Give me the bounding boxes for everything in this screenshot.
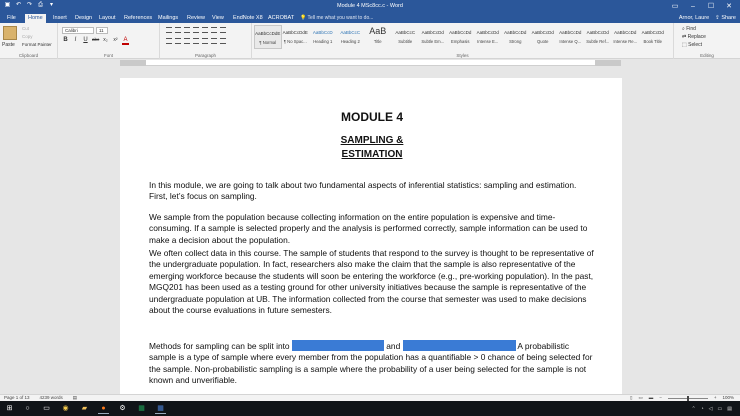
customize-icon[interactable]: ▾ <box>49 2 53 8</box>
style-sample: AaBbCcDdE <box>255 31 281 36</box>
replace-icon: ⇄ <box>682 34 687 40</box>
user-name[interactable]: Arnor, Laure <box>678 15 710 21</box>
replace-label: Replace <box>687 34 706 40</box>
save-icon[interactable]: ▣ <box>4 2 11 8</box>
style-name: Subtitle <box>398 39 413 44</box>
bold-button[interactable]: B <box>63 37 68 43</box>
style-name: Subtle Em... <box>421 39 445 44</box>
task-view-icon[interactable]: ▭ <box>43 405 50 412</box>
style-sample: AaBbCcDd <box>504 30 527 35</box>
shading-icon[interactable] <box>211 38 217 44</box>
minimize-button[interactable]: – <box>691 3 695 10</box>
ribbon <box>0 23 740 59</box>
format-painter-button[interactable]: Format Painter <box>22 42 52 47</box>
select-button[interactable] <box>682 41 706 49</box>
sort-icon[interactable] <box>211 27 217 33</box>
methods-text-b: and <box>383 341 403 351</box>
print-icon[interactable]: ⎙ <box>38 2 43 8</box>
heading-sampling-line1: SAMPLING & <box>340 135 404 146</box>
close-button[interactable]: ✕ <box>726 3 732 10</box>
styles-gallery <box>254 25 667 49</box>
print-layout-icon[interactable]: ▭ <box>638 395 643 400</box>
settings-icon[interactable]: ⚙ <box>119 405 126 412</box>
style-item[interactable] <box>474 25 502 49</box>
style-item[interactable] <box>282 25 310 49</box>
tell-me-search[interactable] <box>300 14 373 23</box>
methods-text-a: Methods for sampling can be split into <box>149 341 292 351</box>
paragraph-course-data: We often collect data in this course. The sample of students that respond to the survey is thought to be representative of the undergraduate population. In fact, researchers also make the claim that the sample is also representative of the emerging workforce because the students will soon be entering the workforce (e.g., pre-working population). In the past, MGQ201 has been used as a testing ground for other university initiatives because the sample is representative of the undergraduate population at UB. The information collected from the course that semester was used to make decisions about the course evaluations in future semesters. <box>149 248 594 316</box>
subscript-button[interactable]: x₂ <box>103 37 108 43</box>
style-item[interactable] <box>639 25 667 49</box>
align-right-icon[interactable] <box>184 38 190 44</box>
style-item[interactable] <box>557 25 585 49</box>
horizontal-ruler[interactable] <box>120 60 621 66</box>
align-left-icon[interactable] <box>166 38 172 44</box>
share-icon: ⇪ <box>715 15 720 21</box>
select-label: Select <box>688 42 703 48</box>
text-highlight-selection[interactable] <box>403 340 516 351</box>
excel-icon[interactable]: ▦ <box>138 405 145 412</box>
document-page[interactable] <box>120 78 622 394</box>
user-area <box>679 14 736 23</box>
tab-home[interactable]: Home <box>25 14 46 23</box>
style-name: Intense Q... <box>559 39 582 44</box>
read-mode-icon[interactable]: ▯ <box>629 395 633 400</box>
increase-indent-icon[interactable] <box>202 27 208 33</box>
file-explorer-icon[interactable]: ▰ <box>81 405 88 412</box>
style-item[interactable] <box>392 25 420 49</box>
find-icon: ⌕ <box>682 26 685 32</box>
style-name: Intense Re... <box>613 39 638 44</box>
web-layout-icon[interactable]: ▬ <box>648 395 654 400</box>
style-sample: AaBbCcDd <box>449 30 472 35</box>
action-center-icon[interactable]: ▤ <box>727 405 732 412</box>
paragraph-methods <box>149 340 595 387</box>
select-icon: ⬚ <box>682 42 687 48</box>
share-button[interactable] <box>715 14 736 23</box>
style-name: Quote <box>537 39 549 44</box>
tab-endnote[interactable]: EndNote X8 <box>233 15 263 21</box>
maximize-button[interactable]: ☐ <box>707 3 715 10</box>
tab-view[interactable]: View <box>212 15 224 21</box>
copy-button[interactable]: Copy <box>22 34 33 39</box>
redo-icon[interactable]: ↷ <box>26 2 33 8</box>
italic-button[interactable]: I <box>74 37 77 43</box>
system-tray <box>691 401 732 416</box>
ribbon-display-icon[interactable]: ▭ <box>671 3 679 10</box>
editing-group <box>674 23 740 59</box>
ribbon-tabs <box>0 13 740 23</box>
style-sample: AaBbCcDd <box>531 30 554 35</box>
editing-group-label: Editing <box>700 53 714 58</box>
heading-module: MODULE 4 <box>340 110 403 124</box>
find-button[interactable] <box>682 25 706 33</box>
font-color-button[interactable]: A <box>123 37 128 43</box>
tab-insert[interactable]: Insert <box>53 15 67 21</box>
clipboard-group-label: Clipboard <box>18 53 39 58</box>
window-title: Module 4 MSc8cc.c - Word <box>337 3 403 9</box>
underline-button[interactable]: U <box>83 37 88 43</box>
justify-icon[interactable] <box>193 38 199 44</box>
style-item[interactable] <box>364 25 392 49</box>
style-sample: AaBbCcDdE <box>282 30 308 35</box>
proofing-icon[interactable]: ▤ <box>72 395 78 400</box>
title-bar <box>0 0 740 13</box>
styles-group <box>252 23 674 59</box>
style-item[interactable] <box>419 25 447 49</box>
battery-icon[interactable]: ▭ <box>717 405 723 412</box>
style-sample: AaBbCcDd <box>421 30 444 35</box>
taskbar <box>0 401 740 416</box>
style-sample: AaBbCcD <box>312 30 333 35</box>
numbering-icon[interactable] <box>175 27 181 33</box>
network-icon[interactable]: ◔ <box>700 405 704 412</box>
style-name: ¶ Normal <box>259 40 277 45</box>
style-item[interactable] <box>447 25 475 49</box>
line-spacing-icon[interactable] <box>202 38 208 44</box>
bullets-icon[interactable] <box>166 27 172 33</box>
heading-sampling-line2: ESTIMATION <box>341 149 403 160</box>
word-icon[interactable]: ▦ <box>155 403 166 414</box>
align-buttons <box>166 38 226 44</box>
lightbulb-icon: 💡 <box>300 15 307 21</box>
font-format-row <box>62 37 129 45</box>
style-item[interactable] <box>309 25 337 49</box>
font-group-label: Font <box>103 53 113 58</box>
tab-review[interactable]: Review <box>187 15 206 21</box>
firefox-icon[interactable]: ● <box>98 403 109 414</box>
decrease-indent-icon[interactable] <box>193 27 199 33</box>
tell-me-label: Tell me what you want to do... <box>307 15 374 21</box>
text-highlight-selection[interactable] <box>292 340 384 351</box>
style-sample: AaBbCcDd <box>614 30 637 35</box>
style-sample: AaB <box>369 26 387 36</box>
style-sample: AaBbCcDd <box>476 30 499 35</box>
style-sample: AaBbCcDd <box>641 30 664 35</box>
clipboard-items <box>22 25 52 49</box>
zoom-out-icon[interactable]: − <box>659 395 662 400</box>
strikethrough-button[interactable]: abc <box>92 37 100 42</box>
style-name: Heading 1 <box>313 39 333 44</box>
font-size-select[interactable]: 11 <box>96 27 108 34</box>
style-name: Title <box>373 39 382 44</box>
styles-group-label: Styles <box>456 53 469 58</box>
tab-file[interactable]: File <box>7 15 16 21</box>
undo-icon[interactable]: ↶ <box>15 2 22 8</box>
align-center-icon[interactable] <box>175 38 181 44</box>
font-name-select[interactable]: Calibri <box>62 27 94 34</box>
style-name: Heading 2 <box>340 39 360 44</box>
cut-button[interactable]: Cut <box>22 26 30 31</box>
style-sample: AaBbCcC <box>395 30 416 35</box>
style-item[interactable] <box>584 25 612 49</box>
style-name: Emphasis <box>451 39 470 44</box>
multilevel-list-icon[interactable] <box>184 27 190 33</box>
style-sample: AaBbCcC <box>340 30 361 35</box>
style-item[interactable] <box>612 25 640 49</box>
tab-references[interactable]: References <box>124 15 153 21</box>
window-controls <box>666 0 738 13</box>
zoom-level[interactable]: 100% <box>722 395 734 400</box>
replace-button[interactable] <box>682 33 706 41</box>
windows-icon[interactable]: ⊞ <box>6 405 13 412</box>
tab-design[interactable]: Design <box>75 15 93 21</box>
style-sample: AaBbCcDd <box>559 30 582 35</box>
tab-acrobat[interactable]: ACROBAT <box>268 15 295 21</box>
paragraph-why-sample: We sample from the population because collecting information on the entire population is expensive and time-consuming. If a sample is selected properly and the analysis is performed correctly, sample information can be used to make a decision about the population. <box>149 212 588 245</box>
tab-layout[interactable]: Layout <box>99 15 116 21</box>
font-group <box>58 23 160 59</box>
superscript-button[interactable]: x² <box>113 37 118 43</box>
volume-icon[interactable]: ◁ <box>708 405 713 412</box>
style-item[interactable] <box>529 25 557 49</box>
word-count[interactable]: 4239 words <box>39 395 63 400</box>
style-name: Strong <box>509 39 522 44</box>
clipboard-group <box>0 23 58 59</box>
style-sample: AaBbCcDd <box>586 30 609 35</box>
editing-items <box>682 25 706 49</box>
zoom-slider[interactable] <box>668 398 708 399</box>
style-item[interactable] <box>337 25 365 49</box>
page-count[interactable]: Page 1 of 13 <box>4 395 30 400</box>
paragraph-group-label: Paragraph <box>194 53 216 58</box>
show-marks-icon[interactable] <box>220 27 226 33</box>
notification-arrow-icon[interactable]: ⌃ <box>691 405 696 412</box>
tab-mailings[interactable]: Mailings <box>158 15 179 21</box>
style-name: Book Title <box>643 39 662 44</box>
style-name: Intense E... <box>477 39 499 44</box>
paste-button[interactable]: Paste <box>2 42 15 48</box>
paragraph-intro: In this module, we are going to talk about two fundamental aspects of inferential statistics: sampling and estimation. First, let’s focus on sampling. <box>149 180 577 202</box>
style-name: Subtle Ref... <box>586 39 610 44</box>
style-item[interactable] <box>502 25 530 49</box>
borders-icon[interactable] <box>220 38 226 44</box>
style-item[interactable] <box>254 25 282 49</box>
paragraph-group <box>160 23 252 59</box>
search-icon[interactable]: ○ <box>25 405 30 412</box>
heading-sampling <box>149 134 595 162</box>
chrome-icon[interactable]: ◉ <box>62 405 69 412</box>
find-label: Find <box>686 26 696 32</box>
share-label: Share <box>721 15 736 21</box>
style-name: ¶ No Spac... <box>283 39 307 44</box>
zoom-in-icon[interactable]: + <box>713 395 717 400</box>
list-buttons <box>166 27 226 33</box>
status-bar <box>0 394 740 401</box>
paste-icon[interactable] <box>3 26 17 40</box>
methods-text-c: A probabilistic sample is a type of sample where every member from the population has a quantifiable > 0 chance of being selected for the sample. Non-probabilistic sampling is a sample where the probability of a user being selected for the sample is not known and unverifiable. <box>149 341 593 386</box>
